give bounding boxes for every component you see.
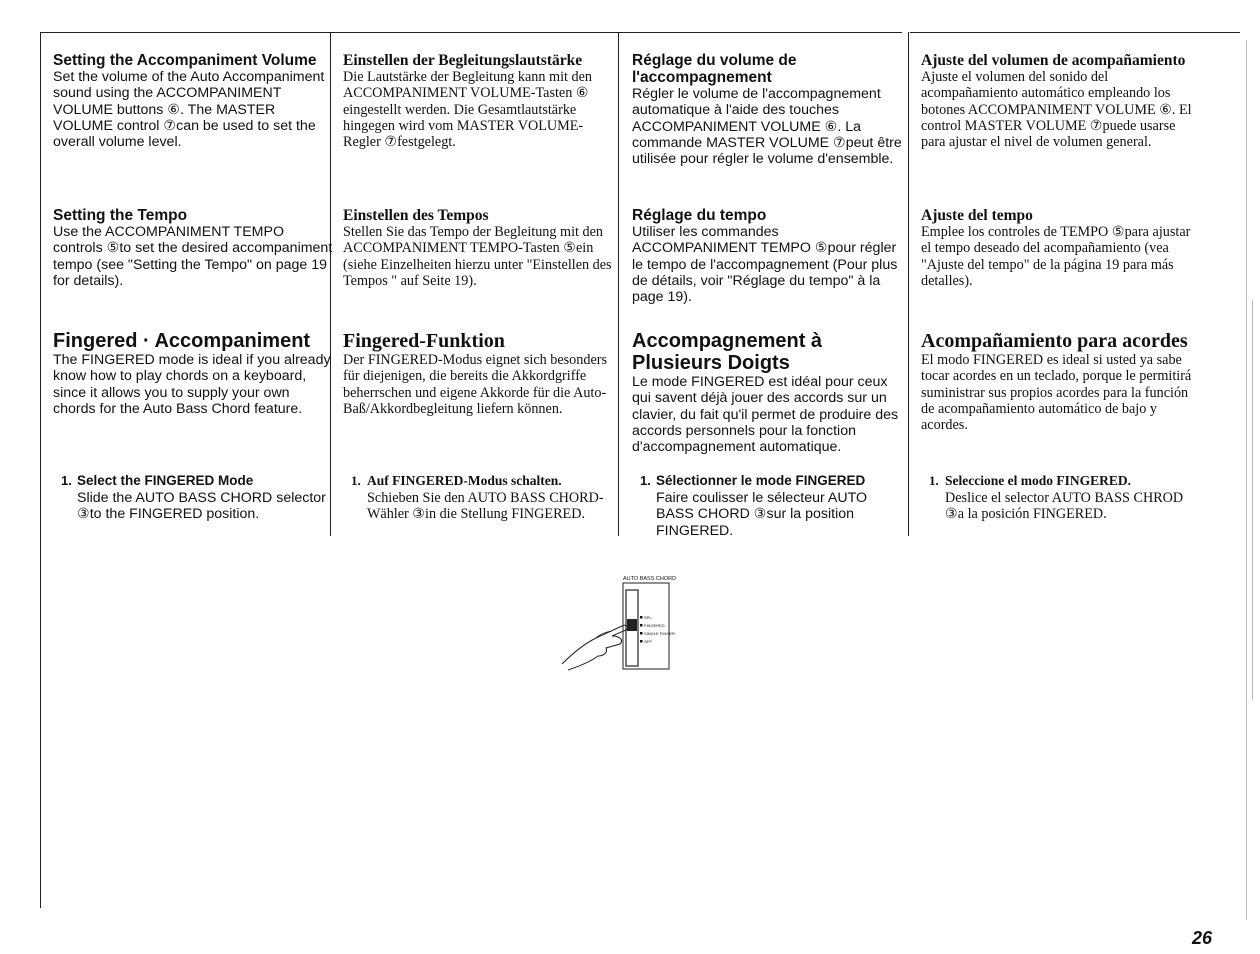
volume-section [921, 52, 1197, 150]
tempo-section [632, 207, 904, 305]
scan-edge-mark-2 [1252, 300, 1253, 700]
step-text: Deslice el selector AUTO BASS CHROD ③a la posición FINGERED. [945, 490, 1184, 523]
hand-pointer-icon [562, 625, 628, 670]
slider-knob [627, 619, 637, 631]
auto-bass-chord-illustration [560, 574, 690, 674]
step-title: Auf FINGERED-Modus schalten. [367, 473, 562, 488]
section-title: Setting the Accompaniment Volume [53, 52, 317, 69]
section-text: Use the ACCOMPANIMENT TEMPO controls ⑤to set the desired accompaniment tempo (see "Setting the Tempo" on page 19 for details). [53, 224, 333, 289]
step-text: Slide the AUTO BASS CHORD selector ③to the FINGERED position. [77, 490, 326, 523]
section-text: El modo FINGERED es ideal si usted ya sabe tocar acordes en un teclado, porque le permitirá suministrar sus propios acordes para la función de acompañamiento automático de bajo y acordes. [921, 352, 1192, 434]
step-1 [61, 472, 333, 523]
position-label-single: SINGLE FINGER [644, 631, 675, 636]
tempo-section [53, 207, 333, 289]
position-label-fingered: FINGERED [644, 623, 665, 628]
section-text: Die Lautstärke der Begleitung kann mit den ACCOMPANIMENT VOLUME-Tasten ⑥ eingestellt werden. Die Gesamtlautstärke hingegen wird vom MASTER VOLUME-Regler ⑦festgelegt. [343, 69, 592, 151]
section-text: Emplee los controles de TEMPO ⑤para ajustar el tempo deseado del acompañamiento (vea "Ajuste del tempo" de la página 19 para más detalles). [921, 224, 1191, 289]
section-title: Réglage du volume de l'accompagnement [632, 52, 797, 86]
volume-section [632, 52, 904, 167]
section-text: Régler le volume de l'accompagnement automatique à l'aide des touches ACCOMPANIMENT VOLUME ⑥. La commande MASTER VOLUME ⑦peut être utilisée pour régler le volume d'ensemble. [632, 86, 902, 168]
step-number: 1. [61, 473, 72, 488]
tempo-section [921, 207, 1197, 289]
selector-drawing [560, 574, 690, 674]
column-divider-3 [908, 32, 909, 536]
step-1 [640, 472, 904, 539]
step-text: Faire coulisser le sélecteur AUTO BASS CHORD ③sur la position FINGERED. [656, 490, 868, 539]
position-mark-off [640, 640, 643, 643]
page-number: 26 [1192, 928, 1213, 948]
position-mark-single [640, 632, 643, 635]
section-title: Réglage du tempo [632, 207, 767, 224]
fingered-section [632, 330, 904, 455]
section-text: Le mode FINGERED est idéal pour ceux qui savent déjà jouer des accords sur un clavier, du fait qu'il permet de produire des accords personnels pour la fonction d'accompagnement automatique. [632, 374, 899, 456]
section-title: Setting the Tempo [53, 207, 188, 224]
step-number: 1. [351, 473, 361, 488]
volume-section [343, 52, 619, 150]
step-text: Schieben Sie den AUTO BASS CHORD-Wähler ③in die Stellung FINGERED. [367, 490, 604, 523]
top-rule-right [910, 32, 1240, 33]
fingered-section [921, 330, 1197, 433]
position-mark-spl [640, 616, 643, 619]
section-heading: Fingered · Accompaniment [53, 330, 311, 352]
section-heading: Fingered-Funktion [343, 330, 505, 352]
section-text: Ajuste el volumen del sonido del acompañamiento automático empleando los botones ACCOMPANIMENT VOLUME ⑥. El control MASTER VOLUME ⑦puede usarse para ajustar el nivel de volumen general. [921, 69, 1192, 151]
top-rule [40, 32, 902, 33]
volume-section [53, 52, 333, 150]
step-1 [351, 472, 619, 523]
step-number: 1. [640, 473, 651, 488]
position-mark-fingered [640, 624, 643, 627]
section-title: Ajuste del volumen de acompañamiento [921, 52, 1186, 69]
step-title: Select the FINGERED Mode [77, 473, 254, 488]
section-title: Ajuste del tempo [921, 207, 1033, 224]
section-text: Utiliser les commandes ACCOMPANIMENT TEMPO ⑤pour régler le tempo de l'accompagnement (Pour plus de détails, voir "Réglage du tempo" à la page 19). [632, 224, 898, 306]
section-heading: Accompagnement à Plusieurs Doigts [632, 330, 823, 374]
step-number: 1. [929, 473, 939, 488]
section-title: Einstellen der Begleitungslautstärke [343, 52, 583, 69]
step-1 [929, 472, 1197, 523]
section-text: The FINGERED mode is ideal if you already know how to play chords on a keyboard, since it allows you to supply your own chords for the Auto Bass Chord feature. [53, 352, 331, 417]
left-rule [40, 32, 41, 908]
tempo-section [343, 207, 619, 289]
section-heading: Acompañamiento para acordes [921, 330, 1188, 352]
section-text: Der FINGERED-Modus eignet sich besonders für diejenigen, die bereits die Akkordgriffe beherrschen und eigene Akkorde für die Auto-Baß/Akkordbegleitung liefern können. [343, 352, 607, 417]
scan-edge-mark [1246, 40, 1247, 920]
section-text: Set the volume of the Auto Accompaniment sound using the ACCOMPANIMENT VOLUME buttons ⑥. The MASTER VOLUME control ⑦can be used to set the overall volume level. [53, 69, 325, 151]
section-text: Stellen Sie das Tempo der Begleitung mit den ACCOMPANIMENT TEMPO-Tasten ⑤ein (siehe Einzelheiten hierzu unter "Einstellen des Tempos " auf Seite 19). [343, 224, 612, 289]
section-title: Einstellen des Tempos [343, 207, 489, 224]
fingered-section [53, 330, 333, 417]
fingered-section [343, 330, 619, 417]
figure-label: AUTO BASS CHORD [623, 576, 677, 582]
step-title: Seleccione el modo FINGERED. [945, 473, 1131, 488]
position-label-off: OFF [644, 639, 652, 644]
step-title: Sélectionner le mode FINGERED [656, 473, 866, 488]
position-label-spl: SPL [644, 615, 652, 620]
